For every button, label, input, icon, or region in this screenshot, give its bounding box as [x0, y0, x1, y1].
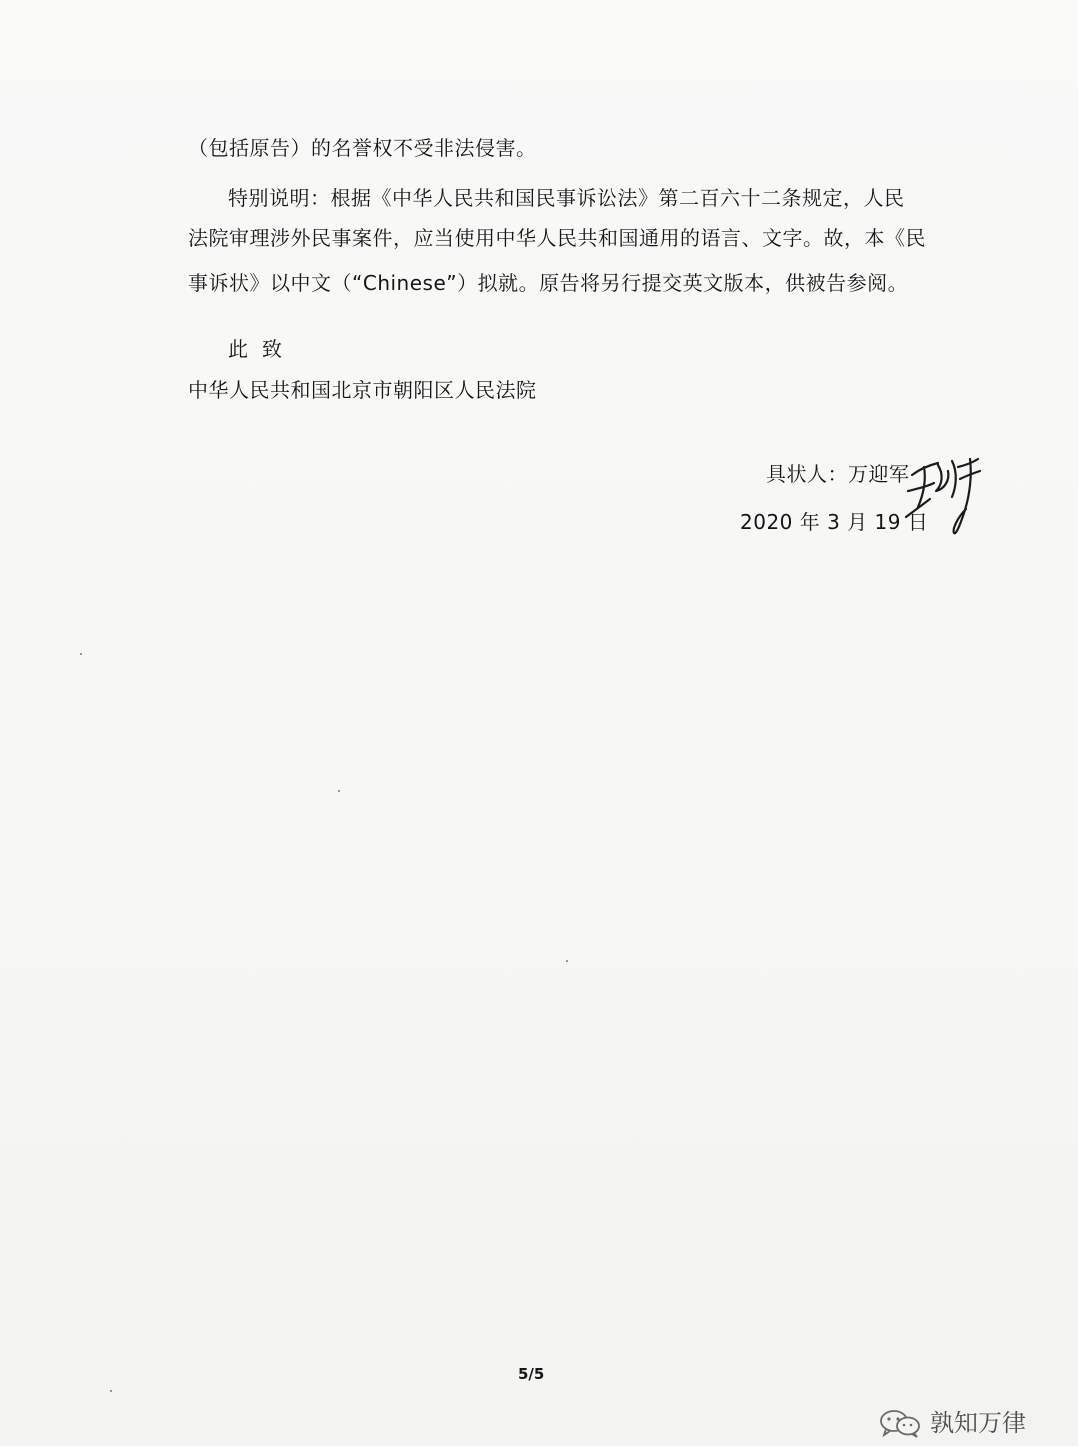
page-number: 5/5: [518, 1365, 545, 1383]
signer-label: 具状人：万迎军: [766, 462, 910, 486]
document-date: 2020 年 3 月 19 日: [740, 510, 929, 534]
paragraph-line-1: （包括原告）的名誉权不受非法侵害。: [188, 136, 537, 160]
watermark: [878, 1406, 1026, 1440]
scan-speck: [80, 653, 82, 655]
scan-speck: [566, 960, 568, 962]
watermark-text: 孰知万律: [930, 1409, 1026, 1437]
special-note-line-1: 特别说明：根据《中华人民共和国民事诉讼法》第二百六十二条规定，人民: [228, 186, 905, 210]
scan-speck: [110, 1390, 112, 1392]
closing-salutation: 此致: [228, 337, 296, 361]
court-addressee: 中华人民共和国北京市朝阳区人民法院: [188, 378, 537, 402]
handwritten-signature: [900, 445, 990, 545]
special-note-line-2: 法院审理涉外民事案件，应当使用中华人民共和国通用的语言、文字。故，本《民: [188, 226, 926, 250]
special-note-line-3: 事诉状》以中文（“Chinese”）拟就。原告将另行提交英文版本，供被告参阅。: [188, 271, 909, 295]
scan-speck: [338, 790, 340, 792]
wechat-icon: [878, 1408, 922, 1438]
